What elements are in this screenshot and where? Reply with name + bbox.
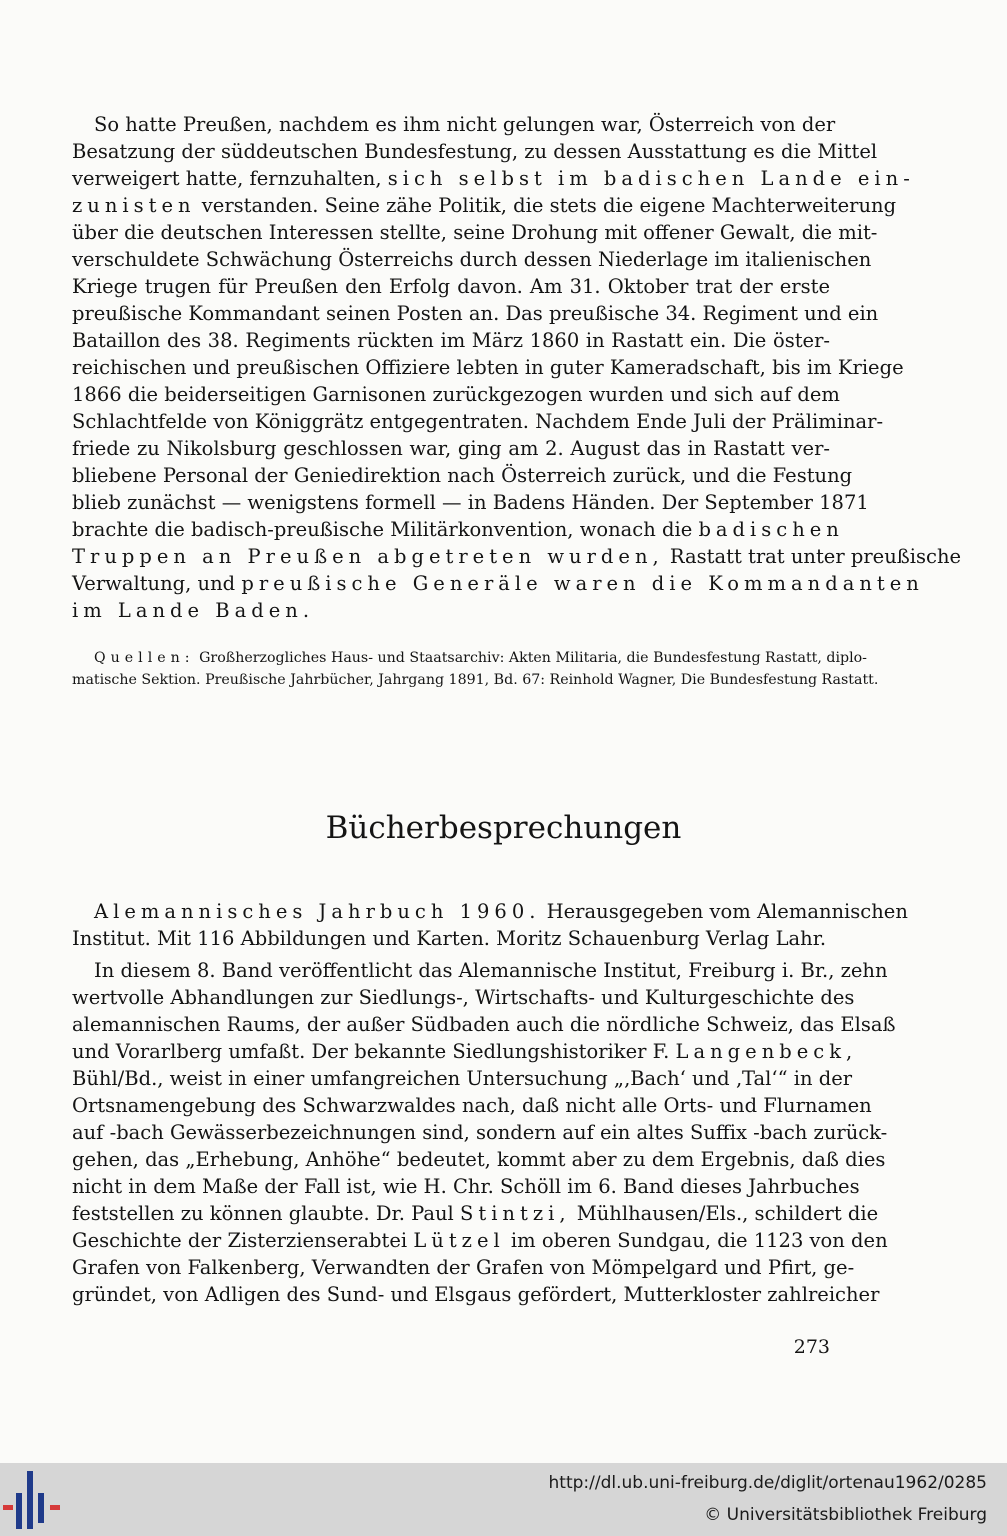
text-run: Geschichte der Zisterzienserabtei (72, 1229, 414, 1252)
page-number: 273 (793, 1336, 830, 1358)
text-line (72, 165, 915, 192)
text-line (72, 1011, 896, 1038)
text-line (72, 984, 855, 1011)
text-run: auf -bach Gewässerbezeichnungen sind, sondern auf ein altes Suffix -bach zurück- (72, 1121, 888, 1144)
text-run: Grafen von Falkenberg, Verwandten der Grafen von Mömpelgard und Pfirt, ge- (72, 1256, 855, 1279)
text-line (72, 647, 867, 669)
text-run: Großherzogliches Haus- und Staatsarchiv: Akten Militaria, die Bundesfestung Rastatt, diplo- (194, 650, 867, 666)
text-line (72, 138, 878, 165)
text-line (72, 354, 904, 381)
text-run: Schlachtfelde von Königgrätz entgegentraten. Nachdem Ende Juli der Präliminar- (72, 410, 884, 433)
text-run: Ortsnamengebung des Schwarzwaldes nach, daß nicht alle Orts- und Flurnamen (72, 1094, 872, 1117)
text-run: Institut. Mit 116 Abbildungen und Karten. Moritz Schauenburg Verlag Lahr. (72, 927, 827, 950)
text-line (72, 192, 897, 219)
text-line (72, 462, 853, 489)
text-line (72, 489, 869, 516)
text-line (72, 1173, 860, 1200)
text-line (72, 1200, 879, 1227)
spaced-emphasis-text: Quellen: (94, 650, 195, 666)
text-run: Bataillon des 38. Regiments rückten im März 1860 in Rastatt ein. Die öster- (72, 329, 830, 352)
text-run: Rastatt trat unter preußische (663, 545, 962, 568)
text-line (72, 246, 872, 273)
text-run: Besatzung der süddeutschen Bundesfestung, zu dessen Ausstattung es die Mittel (72, 140, 878, 163)
text-run: Mühlhausen/Els., schildert die (570, 1202, 879, 1225)
text-line (72, 1254, 855, 1281)
text-line (72, 669, 879, 691)
text-line (72, 898, 908, 925)
text-run: im oberen Sundgau, die 1123 von den (504, 1229, 888, 1252)
text-line (72, 300, 879, 327)
text-line (72, 219, 878, 246)
spaced-emphasis-text: Lützel (413, 1229, 505, 1252)
ub-freiburg-logo-icon (0, 1463, 70, 1536)
text-run: verstanden. Seine zähe Politik, die stets die eigene Machterweiterung (195, 194, 897, 217)
text-run: friede zu Nikolsburg geschlossen war, ging am 2. August das in Rastatt ver- (72, 437, 830, 460)
text-run: verweigert hatte, fernzuhalten, (72, 167, 388, 190)
text-run: blieb zunächst — wenigstens formell — in Badens Händen. Der September 1871 (72, 491, 869, 514)
text-line (72, 1146, 886, 1173)
text-run: reichischen und preußischen Offiziere lebten in guter Kameradschaft, bis im Kriege (72, 356, 904, 379)
spaced-emphasis-text: Truppen an Preußen abgetreten wurden, (72, 545, 664, 568)
spaced-emphasis-text: badischen (698, 518, 844, 541)
text-run: und Vorarlberg umfaßt. Der bekannte Siedlungshistoriker F. (72, 1040, 676, 1063)
spaced-emphasis-text: Langenbeck, (675, 1040, 858, 1063)
text-run: feststellen zu können glaubte. Dr. Paul (72, 1202, 460, 1225)
text-line (72, 1038, 858, 1065)
book-title (72, 898, 908, 952)
text-run: alemannischen Raums, der außer Südbaden auch die nördliche Schweiz, das Elsaß (72, 1013, 896, 1036)
text-run: 1866 die beiderseitigen Garnisonen zurückgezogen wurden und sich auf dem (72, 383, 840, 406)
copyright-notice: © Universitätsbibliothek Freiburg (704, 1505, 987, 1525)
text-line (72, 273, 830, 300)
text-line (72, 381, 840, 408)
text-run: gründet, von Adligen des Sund- und Elsgaus gefördert, Mutterkloster zahlreicher (72, 1283, 880, 1306)
text-line (72, 1092, 872, 1119)
text-line (72, 1281, 880, 1308)
text-run: Kriege trugen für Preußen den Erfolg davon. Am 31. Oktober trat der erste (72, 275, 830, 298)
text-run: In diesem 8. Band veröffentlicht das Alemannische Institut, Freiburg i. Br., zehn (94, 959, 888, 982)
text-line (72, 111, 836, 138)
spaced-emphasis-text: sich selbst im badischen Lande ein- (387, 167, 915, 190)
library-footer (0, 1463, 1007, 1536)
text-line (72, 1227, 888, 1254)
text-run: über die deutschen Interessen stellte, seine Drohung mit offener Gewalt, die mit- (72, 221, 878, 244)
article-paragraph (72, 111, 962, 624)
text-run: wertvolle Abhandlungen zur Siedlungs-, Wirtschafts- und Kulturgeschichte des (72, 986, 855, 1009)
text-line (72, 957, 888, 984)
text-run: nicht in dem Maße der Fall ist, wie H. Chr. Schöll im 6. Band dieses Jahrbuches (72, 1175, 860, 1198)
text-line (72, 597, 830, 624)
spaced-emphasis-text: preußische Generäle waren die Kommandanten (241, 572, 924, 595)
text-run: gehen, das „Erhebung, Anhöhe“ bedeutet, kommt aber zu dem Ergebnis, daß dies (72, 1148, 886, 1171)
text-run: Bühl/Bd., weist in einer umfangreichen Untersuchung „‚Bach‘ und ‚Tal‘“ in der (72, 1067, 853, 1090)
text-line (72, 516, 844, 543)
spaced-emphasis-text: Alemannisches Jahrbuch 1960. (94, 900, 541, 923)
text-line (72, 408, 884, 435)
section-heading: Bücherbesprechungen (325, 810, 682, 846)
text-run: matische Sektion. Preußische Jahrbücher, Jahrgang 1891, Bd. 67: Reinhold Wagner, Die Bundesfestung Rastatt. (72, 672, 879, 688)
text-line (72, 327, 830, 354)
permalink-url[interactable]: http://dl.ub.uni-freiburg.de/diglit/ortenau1962/0285 (548, 1473, 987, 1493)
text-line (72, 1119, 888, 1146)
text-run: preußische Kommandant seinen Posten an. Das preußische 34. Regiment und ein (72, 302, 879, 325)
text-run: Verwaltung, und (72, 572, 242, 595)
text-line (72, 925, 830, 952)
spaced-emphasis-text: Stintzi, (460, 1202, 571, 1225)
text-run: verschuldete Schwächung Österreichs durch dessen Niederlage im italienischen (72, 248, 872, 271)
text-run: Herausgegeben vom Alemannischen (540, 900, 908, 923)
text-line (72, 543, 962, 570)
text-line (72, 435, 830, 462)
text-run: brachte die badisch-preußische Militärkonvention, wonach die (72, 518, 699, 541)
text-line (72, 1065, 853, 1092)
text-line (72, 570, 924, 597)
book-review-paragraph (72, 957, 896, 1308)
text-run: bliebene Personal der Geniedirektion nach Österreich zurück, und die Festung (72, 464, 853, 487)
sources-note (72, 647, 879, 691)
text-run: So hatte Preußen, nachdem es ihm nicht gelungen war, Österreich von der (94, 113, 836, 136)
spaced-emphasis-text: zunisten (72, 194, 196, 217)
spaced-emphasis-text: im Lande Baden. (72, 599, 315, 622)
